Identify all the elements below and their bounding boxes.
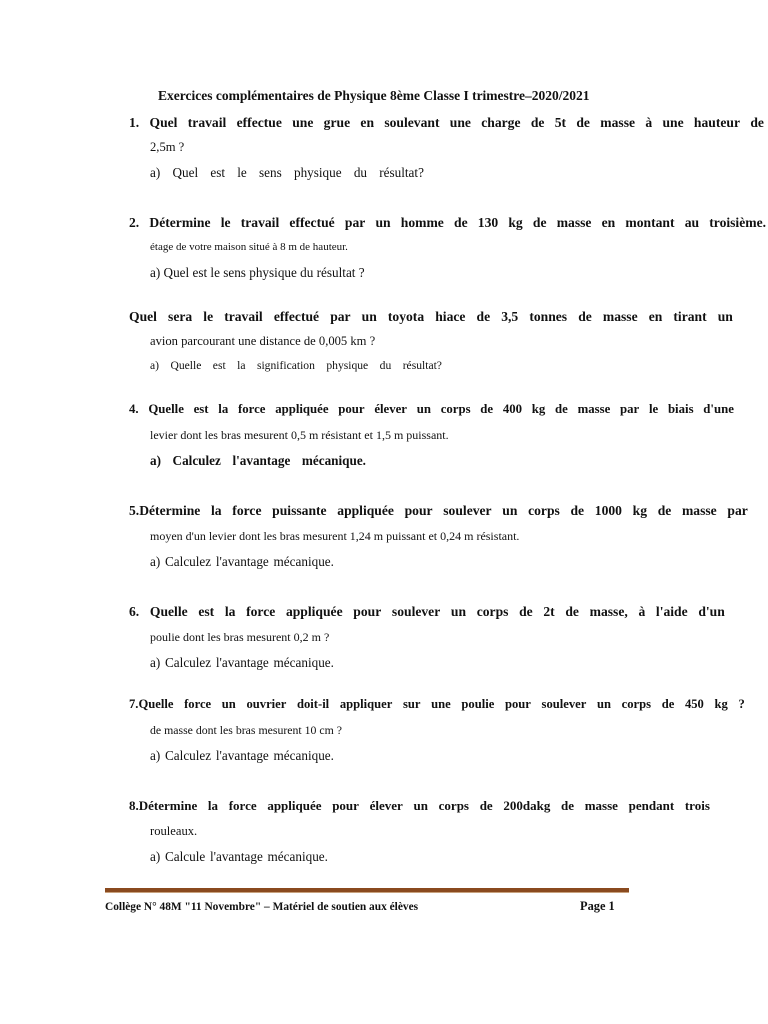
word: de (454, 215, 468, 230)
word: Quel (172, 165, 199, 180)
word: de (479, 798, 493, 813)
word: la (218, 402, 229, 416)
word: ? (738, 697, 745, 711)
word: soulever (391, 604, 441, 619)
word: est (193, 402, 209, 416)
word: en (648, 309, 663, 324)
word: la (237, 359, 246, 372)
word: montant (625, 215, 675, 230)
question-5-sub-a (150, 554, 334, 570)
word: kg (714, 697, 728, 711)
word: 1. (129, 115, 140, 130)
word: masse, (589, 604, 628, 619)
word: puissante (272, 503, 327, 518)
word: travail (224, 309, 263, 324)
question-2-sub-a: a) Quel est le sens physique du résultat ? (150, 265, 365, 280)
word: 1000 (594, 503, 622, 518)
word: de (532, 215, 547, 230)
word: 6. (129, 604, 140, 619)
word: appliquée (275, 402, 329, 416)
word: force (232, 503, 262, 518)
word: Calcule (164, 849, 206, 864)
question-6-line-1 (129, 604, 725, 620)
question-4-sub-a (150, 453, 366, 469)
word: mécanique. (273, 655, 334, 670)
word: une (662, 115, 684, 130)
question-7-line-1 (129, 697, 745, 712)
word: appliquée (285, 604, 343, 619)
word: 3,5 (501, 309, 519, 324)
word: pour (353, 604, 382, 619)
question-1-line-1 (129, 115, 764, 131)
word: 8.Détermine (129, 798, 198, 813)
word: Détermine (149, 215, 211, 230)
word: appliquée (337, 503, 394, 518)
word: 400 (502, 402, 523, 416)
word: la (224, 604, 236, 619)
question-8-sub-a (150, 849, 328, 865)
word: appliquer (339, 697, 393, 711)
footer-divider (105, 888, 629, 893)
word: corps (621, 697, 652, 711)
word: a) (150, 748, 161, 763)
word: la (211, 503, 222, 518)
word: la (207, 798, 219, 813)
word: d'un (698, 604, 725, 619)
word: 4. (129, 402, 139, 416)
word: un (416, 402, 431, 416)
word: effectue (236, 115, 282, 130)
word: pour (504, 697, 531, 711)
word: pour (338, 402, 365, 416)
word: le (237, 165, 247, 180)
word: au (684, 215, 700, 230)
word: sur (403, 697, 421, 711)
word: de (576, 115, 590, 130)
question-8-line-2: rouleaux. (150, 824, 198, 838)
word: l'aide (655, 604, 688, 619)
word: masse (584, 798, 618, 813)
word: corps (476, 604, 509, 619)
word: physique (326, 359, 369, 372)
word: l'avantage (215, 554, 269, 569)
word: 2. (129, 215, 140, 230)
word: un (375, 215, 391, 230)
word: biais (667, 402, 694, 416)
question-2-line-1 (129, 215, 766, 231)
word: de (570, 503, 585, 518)
word: le (203, 309, 214, 324)
question-4-line-2: levier dont les bras mesurent 0,5 m résistant et 1,5 m puissant. (150, 428, 449, 442)
word: grue (323, 115, 351, 130)
word: masse (600, 115, 636, 130)
question-3-sub-a (150, 359, 442, 372)
word: corps (440, 402, 471, 416)
word: le (648, 402, 659, 416)
word: d'une (703, 402, 734, 416)
word: travail (240, 215, 280, 230)
word: Calculez (165, 554, 212, 569)
word: résultat? (402, 359, 442, 372)
word: sera (168, 309, 193, 324)
word: Quelle (170, 359, 202, 372)
word: du (353, 165, 368, 180)
word: est (210, 165, 226, 180)
word: masse (602, 309, 638, 324)
document-title: Exercices complémentaires de Physique 8ème Classe I trimestre–2020/2021 (158, 88, 590, 103)
word: masse (577, 402, 611, 416)
word: à (638, 604, 646, 619)
word: l'avantage (232, 453, 291, 468)
word: de (565, 604, 579, 619)
word: de (519, 604, 533, 619)
word: de (661, 697, 675, 711)
word: soulever (443, 503, 492, 518)
word: tonnes (529, 309, 568, 324)
word: par (330, 309, 351, 324)
word: l'avantage (209, 849, 263, 864)
word: est (212, 359, 226, 372)
word: effectué (289, 215, 335, 230)
word: de (578, 309, 592, 324)
word: Calculez (165, 655, 212, 670)
word: a) (150, 165, 161, 180)
word: hiace (435, 309, 466, 324)
word: force (237, 402, 266, 416)
question-5-line-2: moyen d'un levier dont les bras mesurent 1,24 m puissant et 0,24 m résistant. (150, 529, 520, 543)
word: une (292, 115, 314, 130)
word: en (601, 215, 616, 230)
word: masse (556, 215, 592, 230)
word: pour (404, 503, 433, 518)
word: corps (438, 798, 469, 813)
question-7-line-2: de masse dont les bras mesurent 10 cm ? (150, 723, 342, 737)
word: tirant (673, 309, 707, 324)
word: Calculez (172, 453, 221, 468)
word: 5t (554, 115, 567, 130)
question-3-line-1 (129, 309, 733, 325)
word: a) (150, 359, 160, 372)
word: à (645, 115, 653, 130)
word: a) (150, 554, 161, 569)
question-6-sub-a (150, 655, 334, 671)
word: de (555, 402, 568, 416)
question-1-sub-a (150, 165, 424, 181)
word: de (530, 115, 545, 130)
word: effectué (273, 309, 320, 324)
word: 200dakg (503, 798, 551, 813)
word: appliquée (267, 798, 322, 813)
word: mécanique. (301, 453, 366, 468)
question-2-line-2: étage de votre maison situé à 8 m de hauteur. (150, 241, 348, 253)
word: de (476, 309, 491, 324)
page-number: Page 1 (580, 899, 615, 913)
word: poulie (461, 697, 495, 711)
footer-school-name: Collège N° 48M "11 Novembre" – Matériel de soutien aux élèves (105, 901, 419, 913)
word: toyota (387, 309, 425, 324)
word: trois (684, 798, 710, 813)
word: un (596, 697, 611, 711)
word: Quelle (149, 604, 188, 619)
word: a) (150, 849, 161, 864)
word: un (413, 798, 428, 813)
word: force (246, 604, 276, 619)
word: homme (400, 215, 444, 230)
word: un (717, 309, 733, 324)
word: ouvrier (246, 697, 287, 711)
word: le (220, 215, 231, 230)
word: l'avantage (215, 748, 269, 763)
word: par (344, 215, 366, 230)
word: Quel (129, 309, 157, 324)
word: mécanique. (267, 849, 328, 864)
word: soulevant (384, 115, 440, 130)
word: charge (481, 115, 521, 130)
word: résultat? (379, 165, 424, 180)
word: 2t (543, 604, 555, 619)
word: par (727, 503, 748, 518)
word: masse (681, 503, 717, 518)
word: travail (187, 115, 227, 130)
word: de (561, 798, 575, 813)
word: hauteur (693, 115, 740, 130)
word: une (449, 115, 471, 130)
word: pendant (628, 798, 675, 813)
word: l'avantage (215, 655, 269, 670)
word: de (750, 115, 764, 130)
question-1-line-2: 2,5m ? (150, 140, 185, 154)
word: force (228, 798, 257, 813)
word: signification (256, 359, 315, 372)
question-8-line-1 (129, 798, 710, 814)
word: 130 (477, 215, 499, 230)
word: 450 (684, 697, 704, 711)
word: soulever (541, 697, 587, 711)
word: de (657, 503, 672, 518)
word: élever (374, 402, 407, 416)
word: un (221, 697, 236, 711)
question-7-sub-a (150, 748, 334, 764)
word: par (620, 402, 640, 416)
word: est (198, 604, 215, 619)
word: Calculez (165, 748, 212, 763)
word: kg (632, 503, 648, 518)
word: élever (369, 798, 403, 813)
word: mécanique. (273, 748, 334, 763)
question-5-line-1 (129, 503, 748, 519)
word: 7.Quelle (129, 697, 174, 711)
word: Quel (149, 115, 178, 130)
word: kg (531, 402, 546, 416)
word: une (431, 697, 451, 711)
word: mécanique. (273, 554, 334, 569)
word: troisième. (709, 215, 766, 230)
word: doit-il (297, 697, 330, 711)
word: physique (293, 165, 342, 180)
question-4-line-1 (129, 402, 734, 417)
word: 5.Détermine (129, 503, 201, 518)
word: kg (508, 215, 523, 230)
word: Quelle (148, 402, 184, 416)
word: en (360, 115, 375, 130)
word: un (502, 503, 518, 518)
question-3-line-2: avion parcourant une distance de 0,005 km ? (150, 334, 376, 348)
word: un (361, 309, 377, 324)
question-6-line-2: poulie dont les bras mesurent 0,2 m ? (150, 630, 330, 644)
word: force (184, 697, 212, 711)
word: pour (332, 798, 359, 813)
word: de (480, 402, 494, 416)
word: a) (150, 655, 161, 670)
word: corps (528, 503, 560, 518)
word: sens (259, 165, 282, 180)
word: a) (150, 453, 161, 468)
word: du (379, 359, 392, 372)
word: un (450, 604, 467, 619)
